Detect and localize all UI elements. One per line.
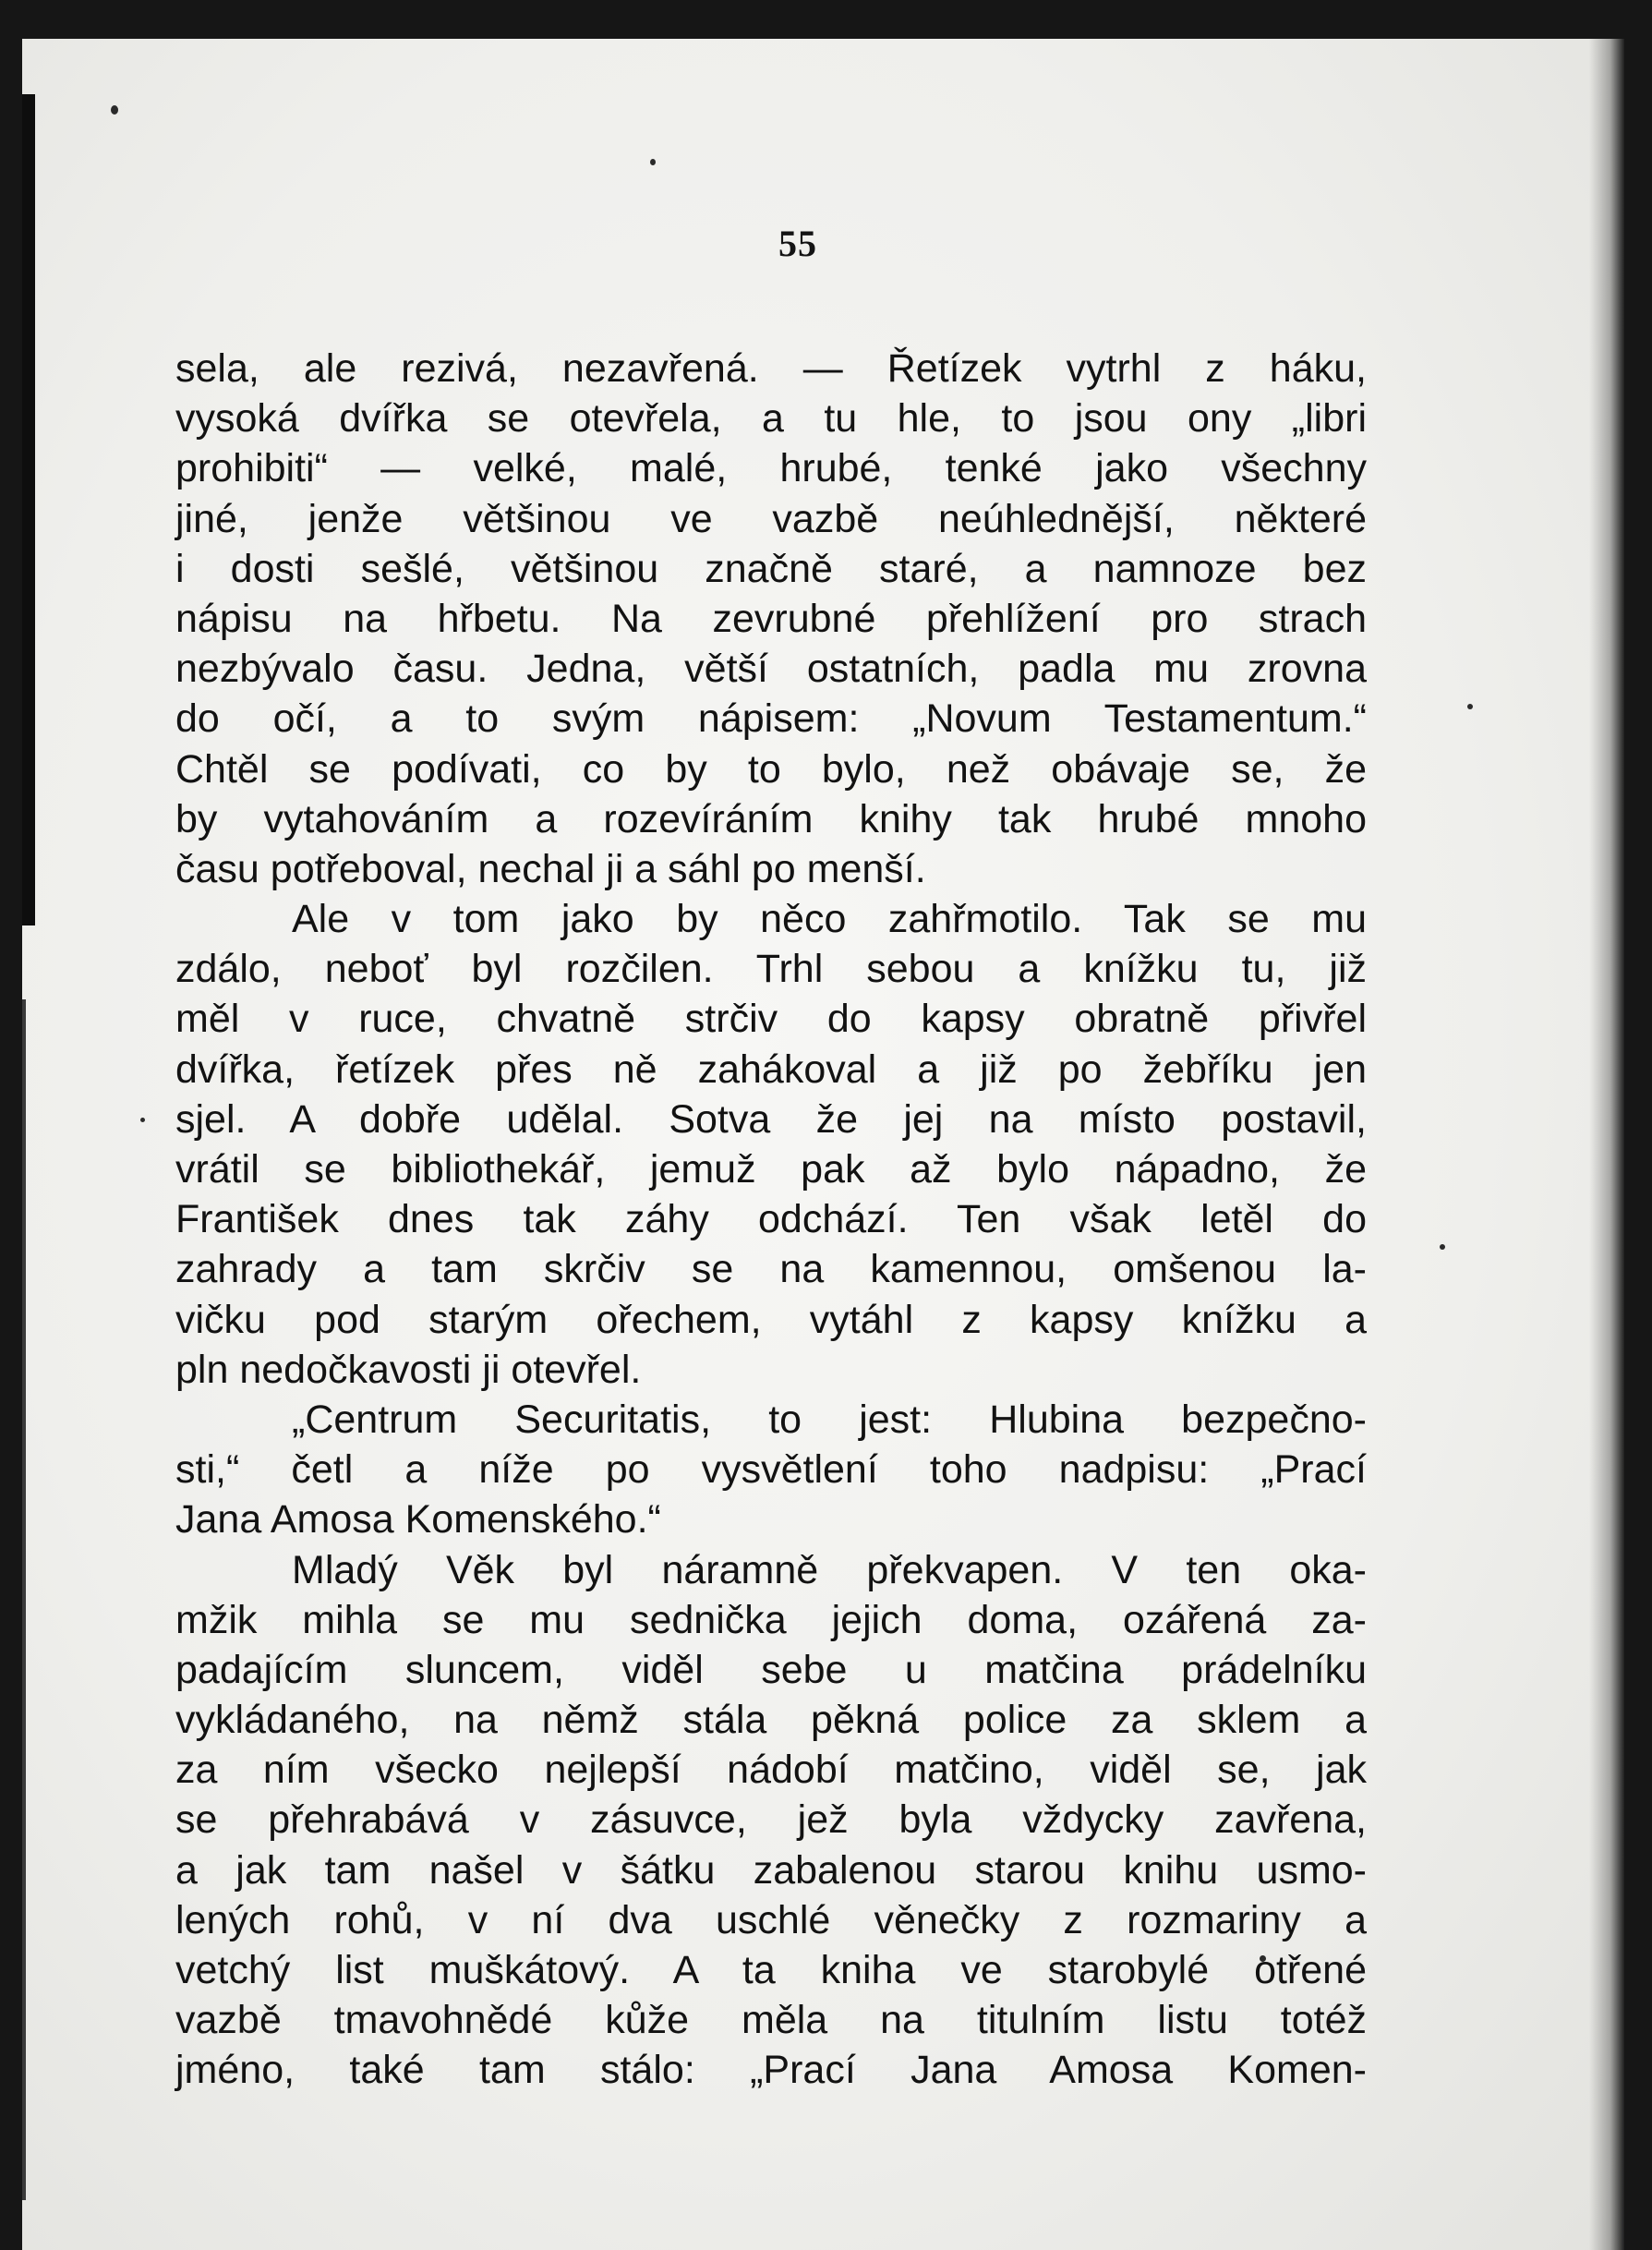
book-page — [22, 39, 1624, 2250]
spine-shadow-lower — [22, 999, 26, 2200]
text-line: za ním všecko nejlepší nádobí matčino, viděl se, jak — [175, 1748, 1367, 1793]
text-line: jméno, také tam stálo: „Prací Jana Amosa Komen- — [175, 2048, 1367, 2093]
text-line: by vytahováním a rozevíráním knihy tak hrubé mnoho — [175, 796, 1367, 841]
text-line: vazbě tmavohnědé kůže měla na titulním listu totéž — [175, 1998, 1367, 2043]
text-line: času potřeboval, nechal ji a sáhl po menší. — [175, 846, 926, 891]
text-line: nápisu na hřbetu. Na zevrubné přehlížení pro strach — [175, 596, 1367, 641]
text-line: Chtěl se podívati, co by to bylo, než obávaje se, že — [175, 746, 1367, 792]
text-line: i dosti sešlé, většinou značně staré, a namnoze bez — [175, 546, 1367, 591]
text-line: vrátil se bibliothekář, jemuž pak až bylo nápadno, že — [175, 1147, 1367, 1192]
page-number: 55 — [778, 223, 817, 264]
text-line: lených rohů, v ní dva uschlé věnečky z rozmariny a — [175, 1897, 1367, 1942]
text-line: padajícím sluncem, viděl sebe u matčina prádelníku — [175, 1647, 1367, 1692]
text-line: sti,“ četl a níže po vysvětlení toho nadpisu: „Prací — [175, 1447, 1367, 1493]
text-line: sela, ale rezivá, nezavřená. — Řetízek vytrhl z háku, — [175, 346, 1367, 391]
text-line: vičku pod starým ořechem, vytáhl z kapsy knížku a — [175, 1297, 1367, 1342]
text-line: prohibiti“ — velké, malé, hrubé, tenké jako všechny — [175, 446, 1367, 491]
text-line: jiné, jenže většinou ve vazbě neúhlednější, některé — [175, 496, 1367, 541]
text-line: do očí, a to svým nápisem: „Novum Testamentum.“ — [175, 696, 1367, 742]
text-line: nezbývalo času. Jedna, větší ostatních, padla mu zrovna — [175, 647, 1367, 692]
text-line: pln nedočkavosti ji otevřel. — [175, 1347, 642, 1392]
text-line: se přehrabává v zásuvce, jež byla vždycky zavřena, — [175, 1797, 1367, 1843]
text-line: a jak tam našel v šátku zabalenou starou knihu usmo- — [175, 1847, 1367, 1893]
spine-shadow — [22, 94, 35, 925]
text-line: František dnes tak záhy odchází. Ten však letěl do — [175, 1197, 1367, 1242]
text-line: vetchý list muškátový. A ta kniha ve starobylé otřené — [175, 1948, 1367, 1992]
dust-speck — [650, 159, 656, 165]
text-line: vysoká dvířka se otevřela, a tu hle, to jsou ony „libri — [175, 396, 1367, 442]
text-line: vykládaného, na němž stála pěkná police za sklem a — [175, 1698, 1367, 1743]
dust-speck — [140, 1118, 145, 1122]
text-line: zdálo, neboť byl rozčilen. Trhl sebou a knížku tu, již — [175, 947, 1367, 992]
page-edge-shadow — [1589, 39, 1624, 2250]
body-text — [175, 344, 1367, 2096]
dust-speck — [1440, 1244, 1445, 1250]
text-line: Mladý Věk byl náramně překvapen. V ten oka- — [292, 1547, 1367, 1592]
dust-speck — [1467, 704, 1473, 709]
text-line: Ale v tom jako by něco zahřmotilo. Tak se mu — [292, 897, 1367, 942]
dust-speck — [111, 105, 118, 115]
text-line: Jana Amosa Komenského.“ — [175, 1497, 661, 1542]
text-line: zahrady a tam skrčiv se na kamennou, omšenou la- — [175, 1247, 1367, 1292]
text-line: „Centrum Securitatis, to jest: Hlubina bezpečno- — [292, 1397, 1367, 1442]
text-line: měl v ruce, chvatně strčiv do kapsy obratně přivřel — [175, 997, 1367, 1042]
text-line: sjel. A dobře udělal. Sotva že jej na místo postavil, — [175, 1096, 1367, 1142]
text-line: dvířka, řetízek přes ně zahákoval a již po žebříku jen — [175, 1046, 1367, 1092]
text-line: mžik mihla se mu sednička jejich doma, ozářená za- — [175, 1597, 1367, 1642]
